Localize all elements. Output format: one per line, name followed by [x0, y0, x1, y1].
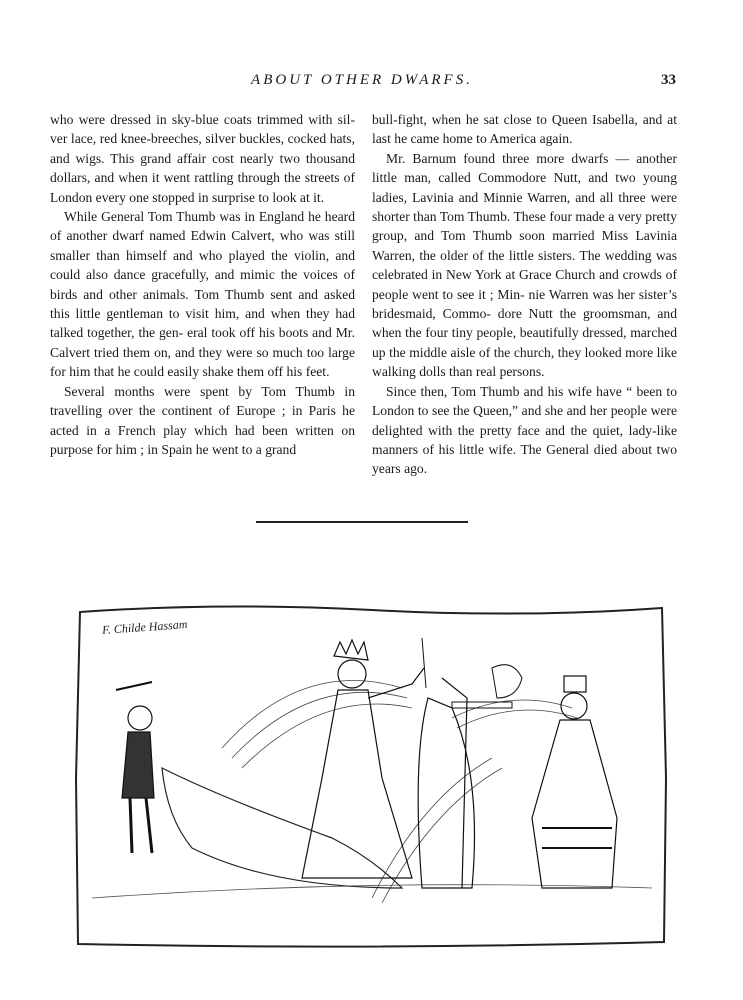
paragraph: who were dressed in sky-blue coats trimmed with sil- ver lace, red knee-breeches, silver buckles, cocked hats, and wigs. This grand affair cost nearly two thousand dollars, and when it went rattling through the streets of London every one stopped in surprise to look at it.	[50, 112, 355, 205]
paragraph: While General Tom Thumb was in England he heard of another dwarf named Edwin Calvert, who was still smaller than himself and who played the violin, and could also dance gracefully, and mimic the voices of birds and other animals. Tom Thumb sent and asked this little gentleman to visit him, and when they had talked together, the gen- eral took off his boots and Mr. Calvert tried them on, and they were so much too large for him that he could easily shake them off his feet.	[50, 209, 355, 380]
bridesmaid-figure	[532, 676, 617, 888]
page-boy-figure	[116, 682, 154, 853]
paragraph: Several months were spent by Tom Thumb in travelling over the continent of Europe ; in Paris he acted in a French play which had been written on purpose for him ; in Spain he went to a grand	[50, 383, 355, 457]
paragraph: Mr. Barnum found three more dwarfs — another little man, called Commodore Nutt, and two young ladies, Lavinia and Minnie Warren, and all three were shorter than Tom Thumb. These four made a very pretty group, and Tom Thumb soon married Miss Lavinia Warren, the older of the little sisters. The wedding was celebrated in New York at Grace Church and crowds of people went to see it ; Min- nie Warren was her sister’s bridesmaid, Commo- dore Nutt the groomsman, and when the four tiny people, beautifully dressed, marched up the middle aisle of the church, they looked more like walking dolls than real persons.	[372, 150, 677, 380]
paragraph: bull-fight, when he sat close to Queen Isabella, and at last he came home to America again.	[372, 112, 677, 147]
paragraph: Since then, Tom Thumb and his wife have “ been to London to see the Queen,” and she and her people were delighted with the pretty face and the quiet, lady-like manners of his little wife. The General died about two years ago.	[372, 383, 677, 477]
running-title: ABOUT OTHER DWARFS.	[251, 72, 473, 88]
wedding-procession-drawing	[72, 598, 670, 950]
right-column	[372, 110, 677, 479]
background-hatching	[222, 681, 577, 904]
artist-signature: F. Childe Hassam	[101, 617, 188, 637]
page-number: 33	[661, 72, 676, 88]
section-divider	[256, 521, 468, 523]
groom-figure	[418, 678, 474, 888]
page-header	[48, 72, 676, 96]
bride-figure	[302, 638, 426, 878]
left-column	[50, 110, 355, 459]
floor-line	[92, 885, 652, 898]
bridal-train	[162, 768, 402, 888]
table-vase	[452, 665, 522, 708]
illustration	[72, 598, 670, 950]
drawing-frame	[76, 606, 666, 946]
